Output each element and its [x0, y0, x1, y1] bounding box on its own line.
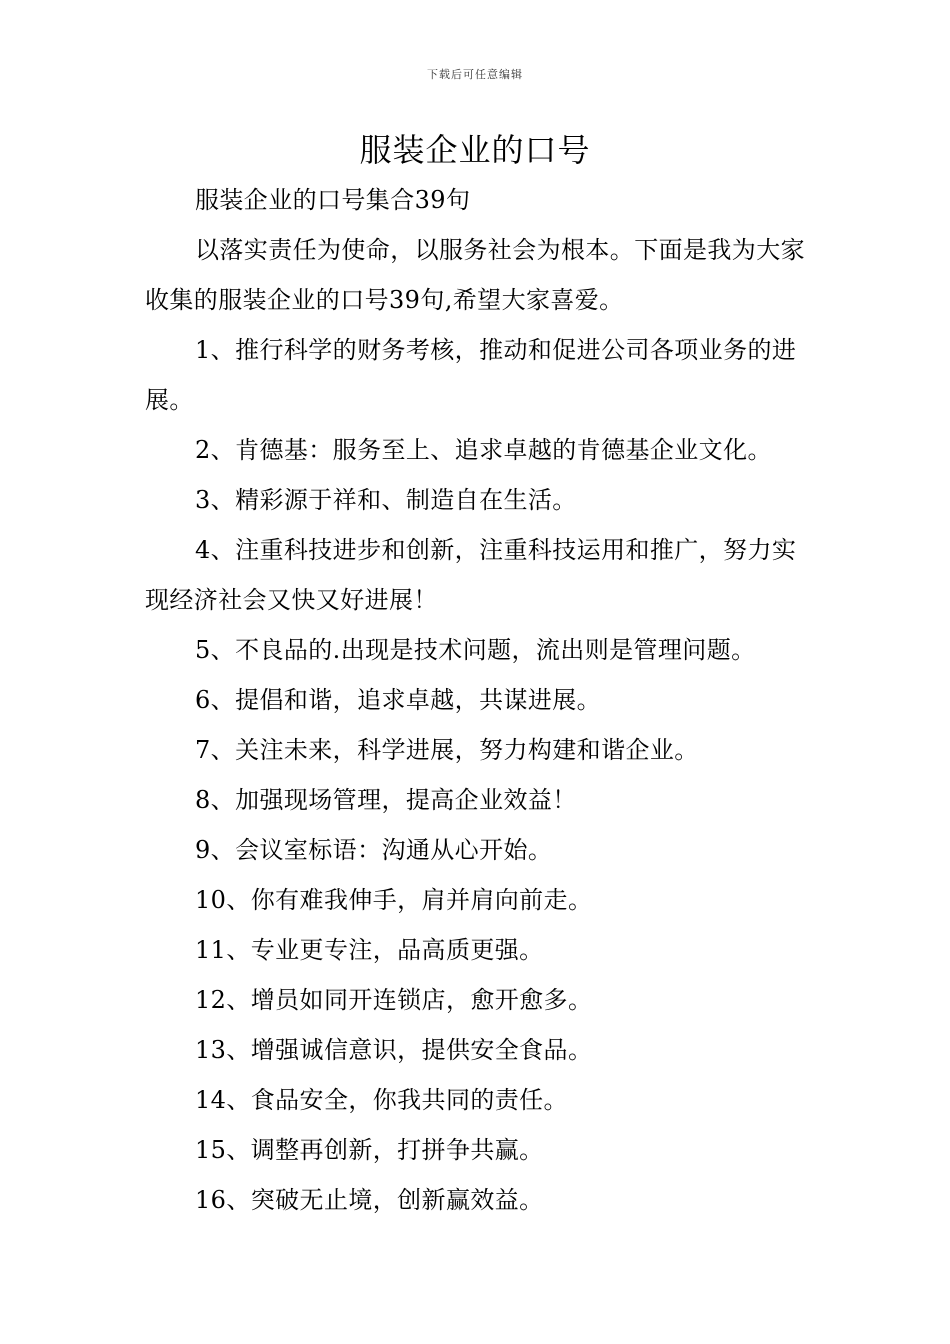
slogan-item-3: 3、精彩源于祥和、制造自在生活。	[195, 486, 577, 514]
slogan-item-9: 9、会议室标语：沟通从心开始。	[195, 836, 553, 864]
header-note: 下载后可任意编辑	[427, 68, 523, 81]
document-title: 服装企业的口号	[359, 131, 591, 169]
slogan-item-12: 12、增员如同开连锁店，愈开愈多。	[195, 986, 593, 1014]
intro-paragraph: 以落实责任为使命，以服务社会为根本。下面是我为大家收集的服装企业的口号39句,希望大家喜爱。	[145, 236, 805, 314]
slogan-item-8: 8、加强现场管理，提高企业效益！	[195, 786, 577, 814]
slogan-item-14: 14、食品安全，你我共同的责任。	[195, 1086, 568, 1114]
slogan-item-10: 10、你有难我伸手，肩并肩向前走。	[195, 886, 593, 914]
slogan-item-15: 15、调整再创新，打拼争共赢。	[195, 1136, 544, 1164]
document-body	[145, 175, 810, 1225]
intro-subtitle: 服装企业的口号集合39句	[195, 186, 471, 214]
slogan-item-1: 1、推行科学的财务考核，推动和促进公司各项业务的进展。	[145, 336, 797, 414]
slogan-item-5: 5、不良品的.出现是技术问题，流出则是管理问题。	[195, 636, 756, 664]
slogan-item-7: 7、关注未来，科学进展，努力构建和谐企业。	[195, 736, 699, 764]
slogan-item-11: 11、专业更专注，品高质更强。	[195, 936, 544, 964]
slogan-item-13: 13、增强诚信意识，提供安全食品。	[195, 1036, 593, 1064]
slogan-item-4: 4、注重科技进步和创新，注重科技运用和推广，努力实现经济社会又快又好进展！	[145, 536, 797, 614]
slogan-item-6: 6、提倡和谐，追求卓越，共谋进展。	[195, 686, 602, 714]
slogan-item-16: 16、突破无止境，创新赢效益。	[195, 1186, 544, 1214]
slogan-item-2: 2、肯德基：服务至上、追求卓越的肯德基企业文化。	[195, 436, 772, 464]
